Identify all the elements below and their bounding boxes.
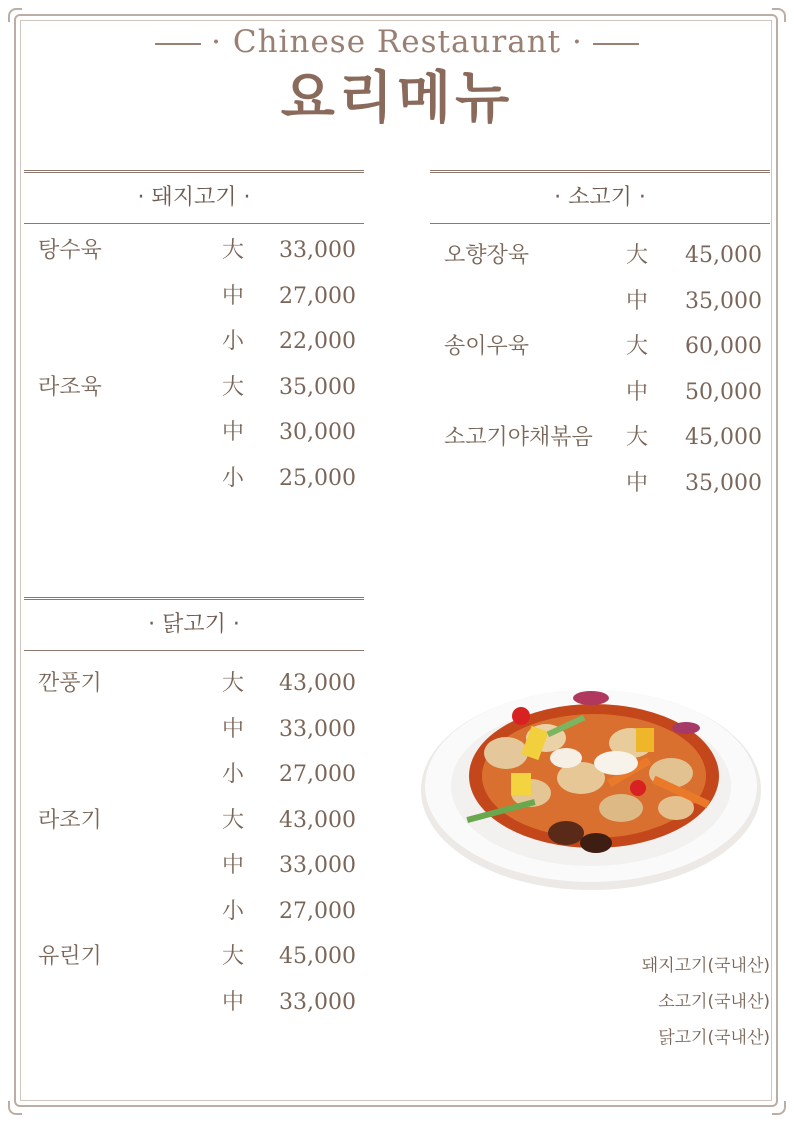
menu-item-price: 33,000 <box>279 238 356 263</box>
menu-item-size: 小 <box>222 898 245 924</box>
menu-row <box>24 752 364 798</box>
origin-note: 소고기(국내산) <box>658 992 770 1012</box>
menu-item-price: 45,000 <box>279 944 356 969</box>
menu-item-name: 라조육 <box>38 374 102 400</box>
menu-item-size: 大 <box>222 374 245 400</box>
menu-item-size: 大 <box>222 238 245 263</box>
menu-item-price: 50,000 <box>685 379 762 405</box>
menu-row <box>430 279 770 325</box>
menu-item-size: 中 <box>222 283 245 309</box>
menu-item-price: 35,000 <box>685 470 762 496</box>
menu-item-size: 大 <box>626 243 649 268</box>
menu-row <box>430 233 770 279</box>
subtitle-text: Chinese Restaurant <box>232 24 562 60</box>
menu-row <box>24 889 364 935</box>
menu-row <box>24 980 364 1026</box>
corner-ornament <box>8 1101 22 1115</box>
menu-item-size: 大 <box>626 425 649 450</box>
section-title: · 닭고기 · <box>24 597 364 651</box>
menu-item-size: 小 <box>222 465 245 491</box>
menu-row <box>24 661 364 707</box>
menu-item-name: 송이우육 <box>444 334 530 359</box>
menu-row <box>430 415 770 461</box>
page-title: 요리메뉴 <box>280 66 514 131</box>
menu-row <box>24 319 364 365</box>
menu-item-price: 35,000 <box>279 374 356 400</box>
menu-item-price: 30,000 <box>279 420 356 445</box>
menu-item-size: 小 <box>222 329 245 354</box>
menu-item-size: 中 <box>222 716 245 742</box>
menu-item-price: 27,000 <box>279 283 356 309</box>
menu-item-size: 大 <box>222 671 245 696</box>
menu-item-name: 오향장육 <box>444 243 530 268</box>
menu-item-price: 25,000 <box>279 465 356 491</box>
menu-item-name: 탕수육 <box>38 238 102 263</box>
menu-row <box>24 365 364 411</box>
menu-item-size: 中 <box>222 853 245 878</box>
menu-item-size: 大 <box>222 944 245 969</box>
menu-row <box>24 707 364 753</box>
origin-note: 닭고기(국내산) <box>658 1028 770 1048</box>
section-title: · 소고기 · <box>430 170 770 224</box>
menu-item-size: 中 <box>222 989 245 1015</box>
menu-item-name: 유린기 <box>38 944 102 969</box>
menu-row <box>24 274 364 320</box>
section-chicken <box>24 597 364 1025</box>
menu-item-price: 43,000 <box>279 671 356 696</box>
menu-list <box>430 224 770 506</box>
menu-item-size: 小 <box>222 762 245 787</box>
section-title: · 돼지고기 · <box>24 170 364 224</box>
menu-item-name: 깐풍기 <box>38 671 102 696</box>
menu-row <box>430 370 770 416</box>
menu-item-price: 27,000 <box>279 762 356 787</box>
menu-row <box>24 934 364 980</box>
menu-item-size: 大 <box>222 807 245 833</box>
menu-item-price: 33,000 <box>279 989 356 1015</box>
origin-notes <box>642 948 770 1056</box>
menu-row <box>430 324 770 370</box>
menu-list <box>24 224 364 501</box>
menu-list <box>24 651 364 1025</box>
corner-ornament <box>772 8 786 22</box>
origin-note: 돼지고기(국내산) <box>641 956 770 976</box>
menu-row <box>430 461 770 507</box>
menu-row <box>24 410 364 456</box>
menu-item-price: 35,000 <box>685 288 762 314</box>
menu-item-price: 33,000 <box>279 853 356 878</box>
menu-row <box>24 843 364 889</box>
menu-item-size: 中 <box>626 379 649 405</box>
menu-item-price: 45,000 <box>685 425 762 450</box>
menu-item-size: 中 <box>626 470 649 496</box>
section-pork <box>24 170 364 501</box>
menu-item-price: 33,000 <box>279 716 356 742</box>
menu-row <box>24 456 364 502</box>
section-beef <box>430 170 770 506</box>
menu-item-name: 라조기 <box>38 807 102 833</box>
corner-ornament <box>772 1101 786 1115</box>
menu-row <box>24 228 364 274</box>
menu-item-size: 中 <box>222 420 245 445</box>
menu-item-price: 27,000 <box>279 898 356 924</box>
menu-row <box>24 798 364 844</box>
menu-item-price: 43,000 <box>279 807 356 833</box>
restaurant-subtitle: · Chinese Restaurant · <box>0 24 794 60</box>
dish-image <box>416 668 766 898</box>
menu-item-name: 소고기야채볶음 <box>444 425 593 450</box>
menu-item-size: 中 <box>626 288 649 314</box>
menu-item-price: 60,000 <box>685 334 762 359</box>
menu-item-price: 22,000 <box>279 329 356 354</box>
menu-item-size: 大 <box>626 334 649 359</box>
menu-item-price: 45,000 <box>685 243 762 268</box>
corner-ornament <box>8 8 22 22</box>
